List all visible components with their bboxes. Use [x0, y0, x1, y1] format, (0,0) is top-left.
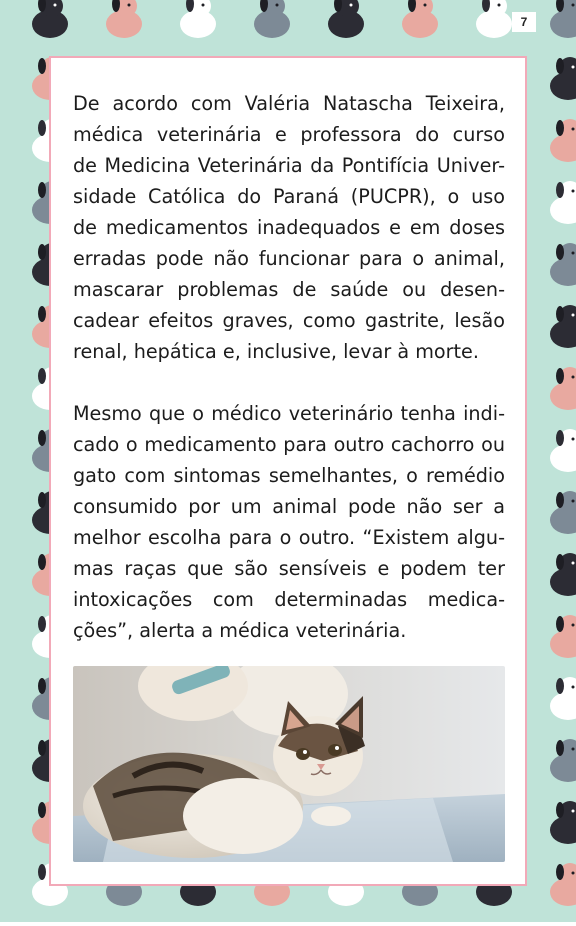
dog-silhouette-icon: [550, 367, 576, 410]
paragraph-1-line: sidade Católica do Paraná (PUCPR), o uso: [73, 185, 505, 208]
dog-silhouette-icon: [550, 677, 576, 720]
dog-silhouette-icon: [550, 739, 576, 782]
dog-silhouette-icon: [254, 0, 290, 38]
page-number: 7: [512, 12, 536, 32]
article-body: [73, 88, 505, 677]
paragraph-2-line: ções”, alerta a médica veterinária.: [73, 619, 407, 642]
paragraph-2-line: gato com sintomas semelhantes, o remédio: [73, 464, 505, 487]
paragraph-1-line: de Medicina Veterinária da Pontifícia Univer-: [73, 154, 505, 177]
paragraph-1-line: mascarar problemas de saúde ou desen-: [73, 278, 505, 301]
dog-silhouette-icon: [106, 0, 142, 38]
dog-silhouette-icon: [550, 801, 576, 844]
dog-silhouette-icon: [550, 491, 576, 534]
dog-silhouette-icon: [550, 305, 576, 348]
paragraph-2-line: Mesmo que o médico veterinário tenha indi-: [73, 402, 505, 425]
paragraph-2-line: cado o medicamento para outro cachorro ou: [73, 433, 505, 456]
dog-silhouette-icon: [180, 0, 216, 38]
paragraph-2-line: mas raças que são sensíveis e podem ter: [73, 557, 505, 580]
dog-silhouette-icon: [550, 429, 576, 472]
paragraph-1-line: renal, hepática e, inclusive, levar à morte.: [73, 340, 479, 363]
dog-silhouette-icon: [328, 0, 364, 38]
paragraph-1-line: De acordo com Valéria Natascha Teixeira,: [73, 92, 505, 115]
dog-silhouette-icon: [550, 57, 576, 100]
dog-silhouette-icon: [550, 0, 576, 38]
dog-silhouette-icon: [550, 243, 576, 286]
dog-silhouette-icon: [550, 553, 576, 596]
paragraph-2-line: intoxicações com determinadas medica-: [73, 588, 505, 611]
paragraph-1: [73, 88, 505, 367]
paragraph-1-line: cadear efeitos graves, como gastrite, lesão: [73, 309, 505, 332]
paragraph-1-line: de medicamentos inadequados e em doses: [73, 216, 505, 239]
content-card: [49, 56, 527, 886]
paragraph-1-line: erradas pode não funcionar para o animal,: [73, 247, 505, 270]
dog-silhouette-icon: [550, 615, 576, 658]
dog-silhouette-icon: [550, 863, 576, 906]
paragraph-2-line: melhor escolha para o outro. “Existem algu-: [73, 526, 505, 549]
paragraph-2-line: consumido por um animal pode não ser a: [73, 495, 505, 518]
dog-silhouette-icon: [476, 0, 512, 38]
dog-silhouette-icon: [550, 119, 576, 162]
kitten-at-vet-photo-icon: [73, 666, 505, 862]
paragraph-2: [73, 398, 505, 646]
dog-silhouette-icon: [32, 0, 68, 38]
kitten-photo: [73, 666, 505, 862]
dog-silhouette-icon: [402, 0, 438, 38]
dog-silhouette-icon: [550, 181, 576, 224]
paragraph-1-line: médica veterinária e professora do curso: [73, 123, 505, 146]
